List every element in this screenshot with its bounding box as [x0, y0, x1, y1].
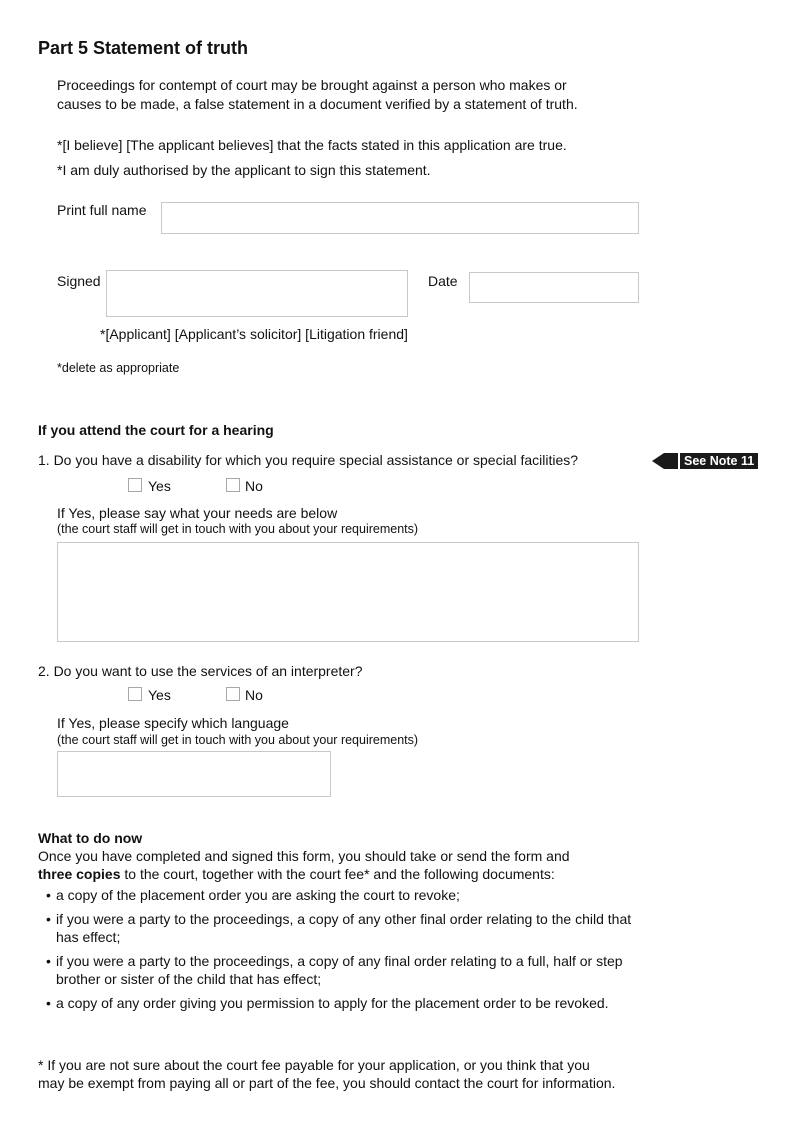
page-title: Part 5 Statement of truth	[38, 38, 249, 58]
three-copies-emphasis: three copies	[38, 866, 121, 882]
footnote-line-1: * If you are not sure about the court fee payable for your application, or you think that you	[38, 1057, 590, 1073]
q2-no-checkbox[interactable]	[226, 687, 240, 701]
date-label: Date	[428, 273, 458, 289]
print-name-label: Print full name	[57, 202, 147, 218]
intro-line-2: causes to be made, a false statement in a document verified by a statement of truth.	[57, 96, 578, 112]
q1-subnote: (the court staff will get in touch with you about your requirements)	[57, 522, 419, 536]
hearing-heading: If you attend the court for a hearing	[38, 422, 274, 438]
list-item: • a copy of the placement order you are asking the court to revoke;	[38, 886, 648, 904]
q1-followup: If Yes, please say what your needs are below	[57, 505, 338, 521]
authorised-statement: *I am duly authorised by the applicant to sign this statement.	[57, 162, 431, 178]
list-item: • a copy of any order giving you permission to apply for the placement order to be revoked.	[38, 994, 648, 1012]
intro-line-1: Proceedings for contempt of court may be brought against a person who makes or	[57, 77, 567, 93]
q2-language-field[interactable]	[57, 751, 331, 797]
q1-no-label: No	[245, 478, 263, 494]
q2-subnote: (the court staff will get in touch with you about your requirements)	[57, 733, 419, 747]
delete-note: *delete as appropriate	[57, 361, 180, 375]
signature-field[interactable]	[106, 270, 408, 317]
q1-needs-textarea[interactable]	[57, 542, 639, 642]
what-next-line-2	[38, 865, 555, 884]
signed-label: Signed	[57, 273, 101, 289]
what-next-heading: What to do now	[38, 830, 143, 846]
list-item: • if you were a party to the proceedings, a copy of any final order relating to a full, half or step brother or sister of the child that has effect;	[38, 952, 648, 988]
q2-no-label: No	[245, 687, 263, 703]
q2-yes-checkbox[interactable]	[128, 687, 142, 701]
q2-yes-label: Yes	[148, 687, 171, 703]
date-field[interactable]	[469, 272, 639, 303]
q1-no-checkbox[interactable]	[226, 478, 240, 492]
role-options: *[Applicant] [Applicant’s solicitor] [Litigation friend]	[100, 326, 408, 342]
q2-followup: If Yes, please specify which language	[57, 715, 289, 731]
question-2: 2. Do you want to use the services of an interpreter?	[38, 663, 363, 679]
question-1: 1. Do you have a disability for which you require special assistance or special facilities?	[38, 452, 579, 468]
what-next-line-1: Once you have completed and signed this form, you should take or send the form and	[38, 848, 570, 864]
q1-yes-label: Yes	[148, 478, 171, 494]
see-note-label: See Note 11	[680, 453, 758, 469]
print-name-field[interactable]	[161, 202, 639, 234]
footnote-line-2: may be exempt from paying all or part of the fee, you should contact the court for information.	[38, 1075, 616, 1091]
what-next-line-2-rest: to the court, together with the court fee* and the following documents:	[120, 866, 555, 882]
q1-yes-checkbox[interactable]	[128, 478, 142, 492]
belief-statement: *[I believe] [The applicant believes] that the facts stated in this application are true.	[57, 137, 567, 153]
arrow-left-icon	[652, 453, 664, 469]
list-item: • if you were a party to the proceedings, a copy of any other final order relating to the child that has effect;	[38, 910, 648, 946]
documents-list	[38, 886, 648, 1018]
